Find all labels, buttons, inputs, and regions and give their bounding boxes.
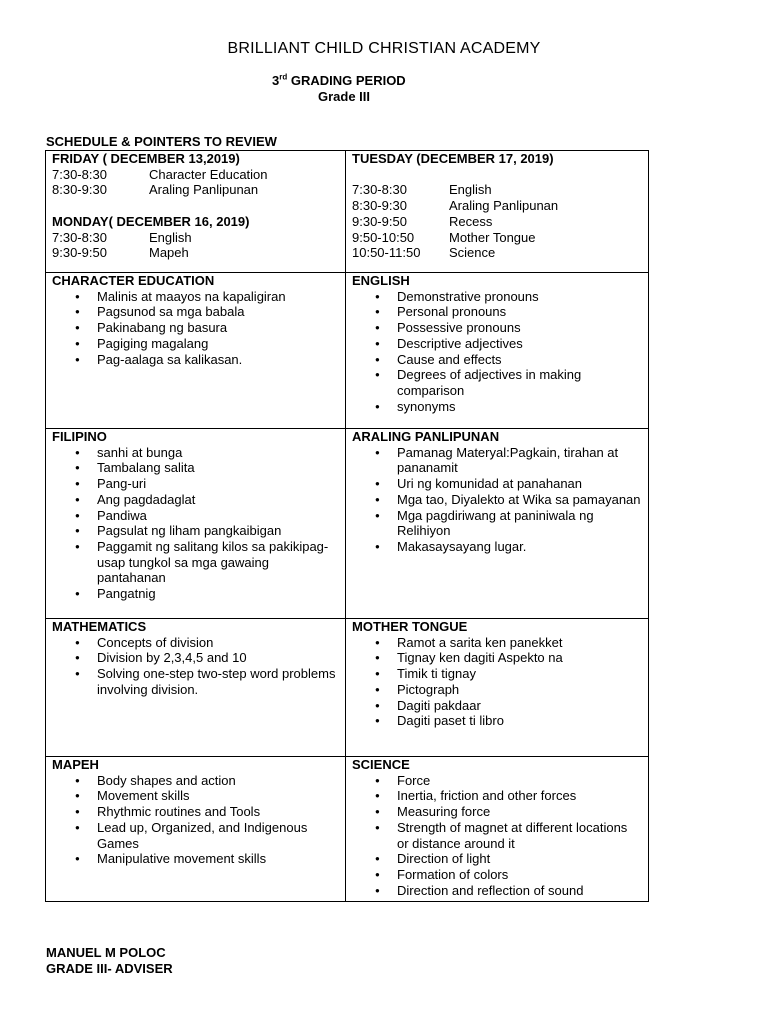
- list-item: ● Degrees of adjectives in making comparison: [397, 367, 642, 398]
- subject: Mother Tongue: [449, 229, 536, 245]
- pointer-list: [352, 445, 642, 555]
- list-item: ● Pakinabang ng basura: [97, 320, 339, 336]
- list-item: ● Tignay ken dagiti Aspekto na: [397, 650, 642, 666]
- time: 10:50-11:50: [352, 245, 421, 261]
- list-item: ● Pagsunod sa mga babala: [97, 304, 339, 320]
- friday-rows: [52, 167, 339, 198]
- list-item: ● Timik ti tignay: [397, 666, 642, 682]
- pointer-list: [352, 635, 642, 729]
- list-item: ● Cause and effects: [397, 352, 642, 368]
- pointer-list: [52, 445, 339, 602]
- adviser-role: GRADE III- ADVISER: [46, 961, 173, 976]
- period-ordinal: 3: [272, 73, 280, 88]
- pointer-list: [352, 773, 642, 899]
- list-item: ● Lead up, Organized, and Indigenous Games: [97, 820, 339, 851]
- time: 9:30-9:50: [352, 213, 407, 229]
- list-item: ● Direction of light: [397, 851, 642, 867]
- schedule-row: [46, 151, 649, 273]
- list-item: ● Possessive pronouns: [397, 320, 642, 336]
- subject-title: ENGLISH: [352, 273, 410, 288]
- adviser-name: MANUEL M POLOC: [46, 945, 166, 960]
- list-item: ● Body shapes and action: [97, 773, 339, 789]
- list-item: ● Mga pagdiriwang at paniniwala ng Relihiyon: [397, 508, 642, 539]
- mother-tongue-cell: [346, 619, 649, 757]
- time: 8:30-9:30: [352, 198, 407, 214]
- list-item: ● Measuring force: [397, 804, 642, 820]
- list-item: ● Strength of magnet at different locations or distance around it: [397, 820, 642, 851]
- subject-title: ARALING PANLIPUNAN: [352, 429, 500, 444]
- pointer-list: [52, 635, 339, 698]
- araling-panlipunan-cell: [346, 429, 649, 619]
- subject-title: SCIENCE: [352, 757, 410, 772]
- monday-rows: [52, 230, 339, 261]
- list-item: ● Uri ng komunidad at panahanan: [397, 476, 642, 492]
- table-caption: SCHEDULE & POINTERS TO REVIEW: [46, 134, 277, 149]
- filipino-cell: [46, 429, 346, 619]
- list-item: ● Ang pagdadaglat: [97, 492, 339, 508]
- friday-monday-cell: [46, 151, 346, 273]
- monday-title: MONDAY( DECEMBER 16, 2019): [52, 213, 250, 229]
- subject-title: CHARACTER EDUCATION: [52, 273, 215, 288]
- list-item: ● Dagiti paset ti libro: [397, 713, 642, 729]
- list-item: ● Division by 2,3,4,5 and 10: [97, 650, 339, 666]
- time: 9:30-9:50: [52, 245, 107, 261]
- character-education-cell: [46, 273, 346, 429]
- list-item: ● Rhythmic routines and Tools: [97, 804, 339, 820]
- tuesday-cell: [346, 151, 649, 273]
- subject: English: [449, 182, 492, 198]
- list-item: ● Personal pronouns: [397, 304, 642, 320]
- list-item: ● Pagiging magalang: [97, 336, 339, 352]
- subjects-row: [46, 273, 649, 429]
- list-item: ● Demonstrative pronouns: [397, 289, 642, 305]
- tuesday-title: TUESDAY (DECEMBER 17, 2019): [352, 151, 554, 166]
- list-item: ● Pandiwa: [97, 508, 339, 524]
- list-item: ● Pang-uri: [97, 476, 339, 492]
- subjects-row: [46, 757, 649, 902]
- time: 7:30-8:30: [52, 229, 107, 245]
- list-item: ● Formation of colors: [397, 867, 642, 883]
- friday-title: FRIDAY ( DECEMBER 13,2019): [52, 151, 240, 166]
- time: 7:30-8:30: [52, 166, 107, 182]
- subject: Science: [449, 245, 496, 261]
- list-item: ● Pagsulat ng liham pangkaibigan: [97, 523, 339, 539]
- period-text: GRADING PERIOD: [287, 73, 406, 88]
- list-item: ● Manipulative movement skills: [97, 851, 339, 867]
- list-item: ● Pangatnig: [97, 586, 339, 602]
- mapeh-cell: [46, 757, 346, 902]
- english-cell: [346, 273, 649, 429]
- grade-level: Grade III: [318, 89, 371, 104]
- subject: English: [149, 229, 192, 245]
- list-item: ● Descriptive adjectives: [397, 336, 642, 352]
- list-item: ● Inertia, friction and other forces: [397, 788, 642, 804]
- list-item: ● Solving one-step two-step word problems involving division.: [97, 666, 339, 697]
- list-item: ● Direction and reflection of sound: [397, 883, 642, 899]
- spacer: [352, 167, 642, 183]
- subject-title: MATHEMATICS: [52, 619, 147, 634]
- list-item: ● Concepts of division: [97, 635, 339, 651]
- schedule-table: [45, 150, 649, 902]
- list-item: ● sanhi at bunga: [97, 445, 339, 461]
- list-item: ● Pictograph: [397, 682, 642, 698]
- spacer: [52, 198, 339, 214]
- list-item: ● Dagiti pakdaar: [397, 698, 642, 714]
- subject: Araling Panlipunan: [449, 198, 559, 214]
- subjects-row: [46, 429, 649, 619]
- list-item: ● Malinis at maayos na kapaligiran: [97, 289, 339, 305]
- science-cell: [346, 757, 649, 902]
- list-item: ● Makasaysayang lugar.: [397, 539, 642, 555]
- period-ordinal-suffix: rd: [279, 72, 288, 82]
- grading-period: [272, 73, 406, 88]
- pointer-list: [52, 289, 339, 368]
- tuesday-rows: [352, 182, 642, 261]
- list-item: ● Movement skills: [97, 788, 339, 804]
- time: 7:30-8:30: [352, 182, 407, 198]
- subjects-row: [46, 619, 649, 757]
- pointer-list: [52, 773, 339, 867]
- subject: Recess: [449, 213, 493, 229]
- list-item: ● synonyms: [397, 399, 642, 415]
- list-item: ● Mga tao, Diyalekto at Wika sa pamayanan: [397, 492, 642, 508]
- list-item: ● Paggamit ng salitang kilos sa pakikipag-usap tungkol sa mga gawaing pantahanan: [97, 539, 339, 586]
- subject-title: MOTHER TONGUE: [352, 619, 468, 634]
- mathematics-cell: [46, 619, 346, 757]
- list-item: ● Pag-aalaga sa kalikasan.: [97, 352, 339, 368]
- subject: Araling Panlipunan: [149, 182, 259, 198]
- pointer-list: [352, 289, 642, 415]
- subject: Mapeh: [149, 245, 189, 261]
- subject: Character Education: [149, 166, 268, 182]
- list-item: ● Ramot a sarita ken panekket: [397, 635, 642, 651]
- school-name: BRILLIANT CHILD CHRISTIAN ACADEMY: [227, 40, 541, 57]
- time: 8:30-9:30: [52, 182, 107, 198]
- list-item: ● Force: [397, 773, 642, 789]
- subject-title: FILIPINO: [52, 429, 107, 444]
- time: 9:50-10:50: [352, 229, 415, 245]
- list-item: ● Tambalang salita: [97, 460, 339, 476]
- subject-title: MAPEH: [52, 757, 99, 772]
- list-item: ● Pamanag Materyal:Pagkain, tirahan at pananamit: [397, 445, 642, 476]
